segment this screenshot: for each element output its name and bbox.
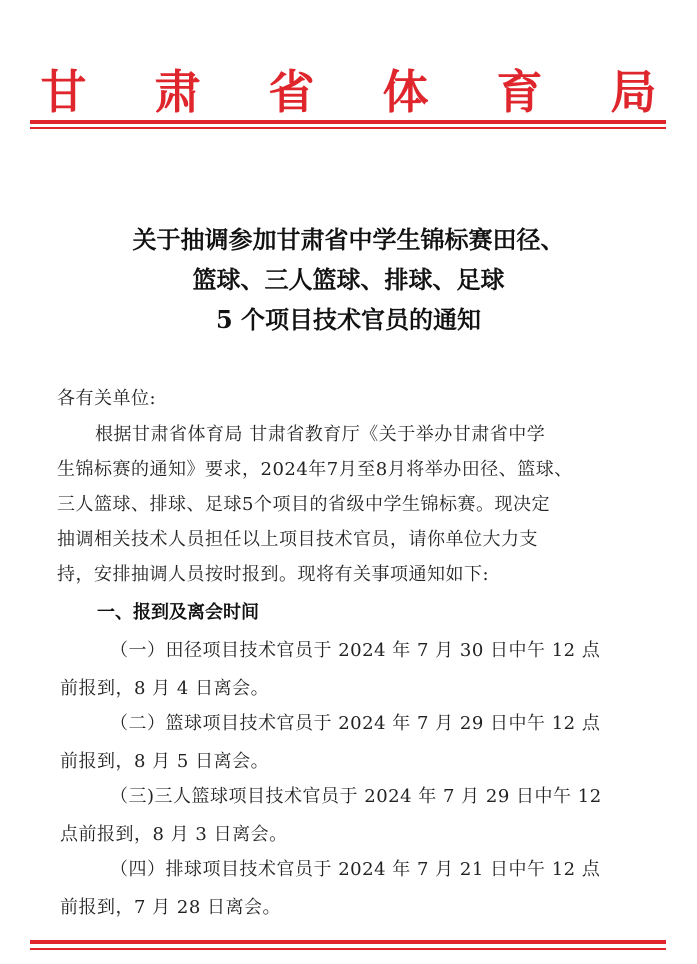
document-title-line-3: 5 个项目技术官员的通知 xyxy=(215,305,482,334)
section-heading: 一、报到及离会时间 xyxy=(97,602,259,623)
paragraph-line: 生锦标赛的通知》要求，2024年7月至8月将举办田径、篮球、 xyxy=(57,459,573,480)
schedule-item-line-2: 点前报到，8 月 3 日离会。 xyxy=(60,824,288,845)
footer-rule-thin xyxy=(30,948,666,950)
paragraph-line: 三人篮球、排球、足球5个项目的省级中学生锦标赛。现决定 xyxy=(57,494,550,515)
letterhead-org-name: 甘 肃 省 体 育 局 xyxy=(40,65,683,119)
footer-rule-thick xyxy=(30,940,666,944)
paragraph-line: 根据甘肃省体育局 甘肃省教育厅《关于举办甘肃省中学 xyxy=(95,424,546,445)
schedule-item-line-2: 前报到，8 月 5 日离会。 xyxy=(60,751,270,772)
salutation: 各有关单位: xyxy=(57,388,157,409)
schedule-item-line-1: （二）篮球项目技术官员于 2024 年 7 月 29 日中午 12 点 xyxy=(110,713,601,734)
schedule-item-line-2: 前报到，8 月 4 日离会。 xyxy=(60,678,270,699)
paragraph-line: 持，安排抽调人员按时报到。现将有关事项通知如下: xyxy=(57,564,490,585)
schedule-item-line-1: （四）排球项目技术官员于 2024 年 7 月 21 日中午 12 点 xyxy=(110,859,601,880)
letterhead-rule-thick xyxy=(30,120,666,124)
paragraph-line: 抽调相关技术人员担任以上项目技术官员，请你单位大力支 xyxy=(57,529,538,550)
document-title-line-1: 关于抽调参加甘肃省中学生锦标赛田径、 xyxy=(132,225,565,254)
schedule-item-line-2: 前报到，7 月 28 日离会。 xyxy=(60,897,282,918)
document-title-line-2: 篮球、三人篮球、排球、足球 xyxy=(192,265,505,294)
letterhead-rule-thin xyxy=(30,127,666,129)
schedule-item-line-1: （一）田径项目技术官员于 2024 年 7 月 30 日中午 12 点 xyxy=(110,640,601,661)
schedule-item-line-1: （三)三人篮球项目技术官员于 2024 年 7 月 29 日中午 12 xyxy=(110,786,602,807)
